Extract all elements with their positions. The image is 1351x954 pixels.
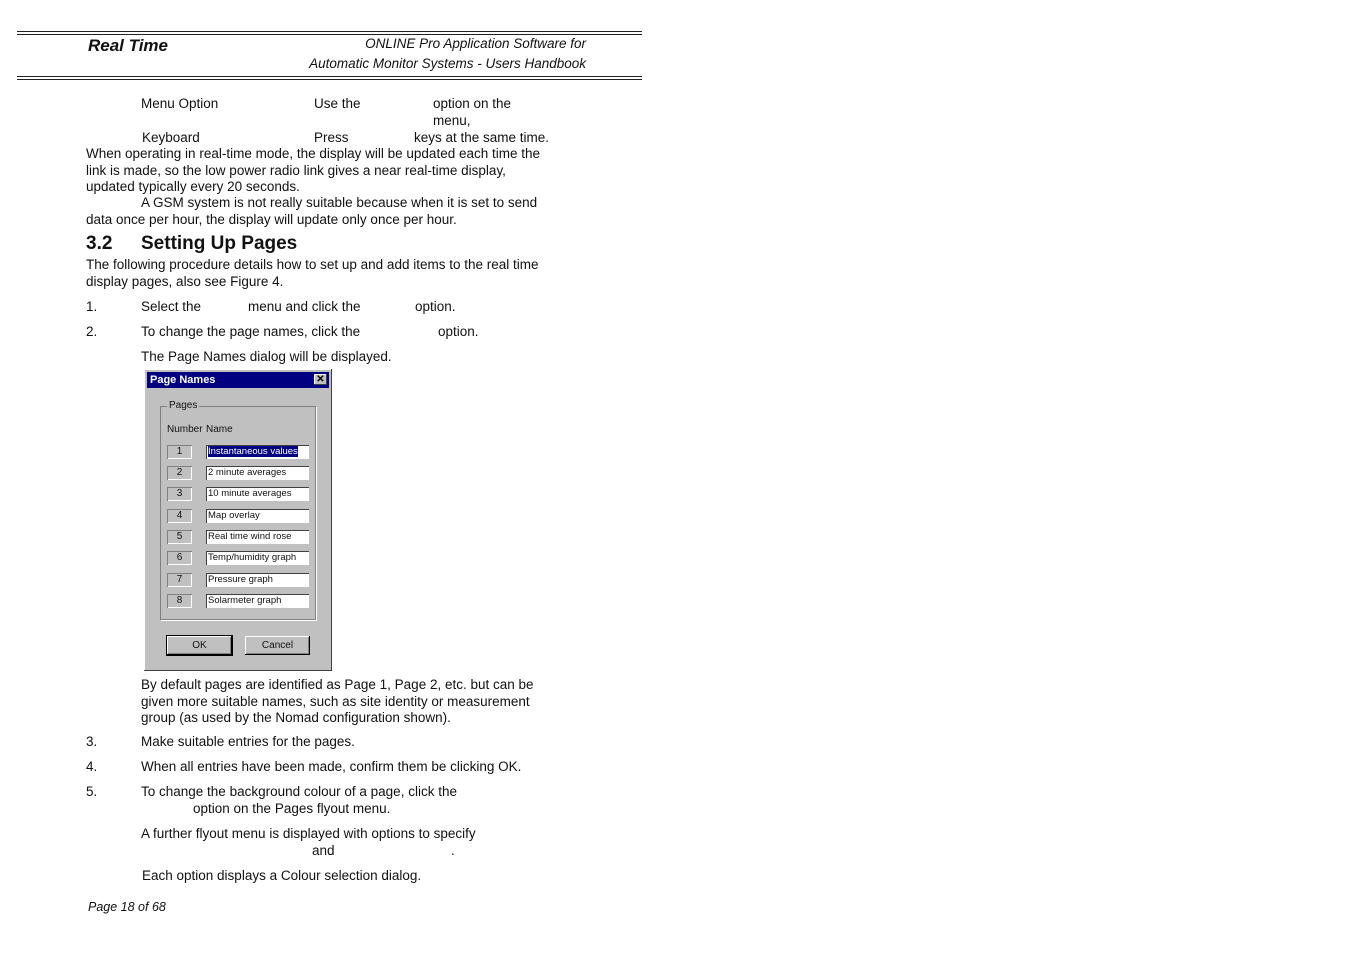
step-2-note: The Page Names dialog will be displayed.: [141, 349, 392, 364]
page-name-field-2[interactable]: 2 minute averages: [206, 466, 309, 480]
step-3-number: 3.: [86, 734, 98, 749]
page-name-field-3[interactable]: 10 minute averages: [206, 487, 309, 501]
step-4-number: 4.: [86, 759, 98, 774]
page-number-footer: Page 18 of 68: [88, 900, 166, 914]
section-title: Setting Up Pages: [141, 233, 298, 254]
page-number-4: 4: [167, 509, 192, 523]
header-rule-bottom-1: [17, 76, 642, 77]
page-number-7: 7: [167, 573, 192, 587]
paragraph-1-line-2: link is made, so the low power radio link gives a near real-time display,: [86, 163, 506, 178]
cancel-button[interactable]: Cancel: [245, 636, 310, 655]
header-title-line1: ONLINE Pro Application Software for: [365, 36, 586, 51]
close-icon[interactable]: ✕: [314, 374, 327, 385]
page-number-5: 5: [167, 530, 192, 544]
paragraph-1-line-1: When operating in real-time mode, the display will be updated each time the: [86, 146, 541, 161]
paragraph-1-line-3: updated typically every 20 seconds.: [86, 179, 300, 194]
page-number-1: 1: [167, 445, 192, 459]
step-1-text-a: Select the: [141, 299, 202, 314]
header-rule-top-2: [17, 34, 642, 35]
step-5-note-line-1: A further flyout menu is displayed with options to specify: [141, 826, 476, 841]
step-2-number: 2.: [86, 324, 98, 339]
paragraph-3-line-1: The following procedure details how to set up and add items to the real time: [86, 257, 539, 272]
column-header-name: Name: [206, 424, 233, 435]
step-5-line-1: To change the background colour of a page, click the: [141, 784, 457, 799]
default-pages-line-1: By default pages are identified as Page 1, Page 2, etc. but can be: [141, 677, 534, 692]
page-name-field-1[interactable]: [206, 445, 309, 459]
page-name-field-4[interactable]: Map overlay: [206, 509, 309, 523]
paragraph-2-line-2: data once per hour, the display will update only once per hour.: [86, 212, 457, 227]
step-5-line-2: option on the Pages flyout menu.: [193, 801, 391, 816]
access-menu-menu: menu,: [433, 113, 471, 128]
step-1-text-b: menu and click the: [248, 299, 361, 314]
page-name-field-6[interactable]: Temp/humidity graph: [206, 551, 309, 565]
dialog-title: Page Names: [150, 374, 216, 386]
step-2-text-a: To change the page names, click the: [141, 324, 361, 339]
column-header-number: Number: [167, 424, 203, 435]
dialog-title-bar: [147, 372, 329, 388]
header-section: Real Time: [88, 36, 169, 55]
page-name-field-7[interactable]: Pressure graph: [206, 573, 309, 587]
step-2-text-b: option.: [438, 324, 479, 339]
page-number-8: 8: [167, 594, 192, 608]
pages-group-label: Pages: [169, 400, 198, 411]
page-name-1-text: Instantaneous values: [208, 446, 298, 457]
access-keyboard-keys: keys at the same time.: [414, 130, 550, 145]
section-number: 3.2: [86, 233, 113, 254]
default-pages-line-2: given more suitable names, such as site identity or measurement: [141, 694, 530, 709]
paragraph-3-line-2: display pages, also see Figure 4.: [86, 274, 284, 289]
access-menu-instruction: Use the: [314, 96, 361, 111]
page-number-6: 6: [167, 551, 192, 565]
step-1-number: 1.: [86, 299, 98, 314]
access-method-menu: Menu Option: [141, 96, 219, 111]
header-rule-bottom-2: [17, 79, 642, 80]
page-name-field-5[interactable]: Real time wind rose: [206, 530, 309, 544]
step-5-note-2: Each option displays a Colour selection dialog.: [142, 868, 422, 883]
paragraph-2-line-1: A GSM system is not really suitable because when it is set to send: [141, 195, 538, 210]
step-5-note-period: .: [451, 843, 455, 858]
default-pages-line-3: group (as used by the Nomad configuration shown).: [141, 710, 451, 725]
access-menu-option: option on the: [433, 96, 512, 111]
header-rule-top-1: [17, 31, 642, 32]
step-3-text: Make suitable entries for the pages.: [141, 734, 355, 749]
header-title-line2: Automatic Monitor Systems - Users Handbook: [309, 56, 586, 71]
page-name-field-8[interactable]: Solarmeter graph: [206, 594, 309, 608]
access-method-keyboard: Keyboard: [142, 130, 200, 145]
step-4-text: When all entries have been made, confirm them be clicking OK.: [141, 759, 522, 774]
page-number-3: 3: [167, 487, 192, 501]
page-names-dialog: [144, 369, 332, 671]
page-number-2: 2: [167, 466, 192, 480]
step-1-text-c: option.: [415, 299, 456, 314]
step-5-note-and: and: [312, 843, 335, 858]
access-keyboard-instruction: Press: [314, 130, 349, 145]
ok-button[interactable]: OK: [167, 636, 232, 655]
step-5-number: 5.: [86, 784, 98, 799]
